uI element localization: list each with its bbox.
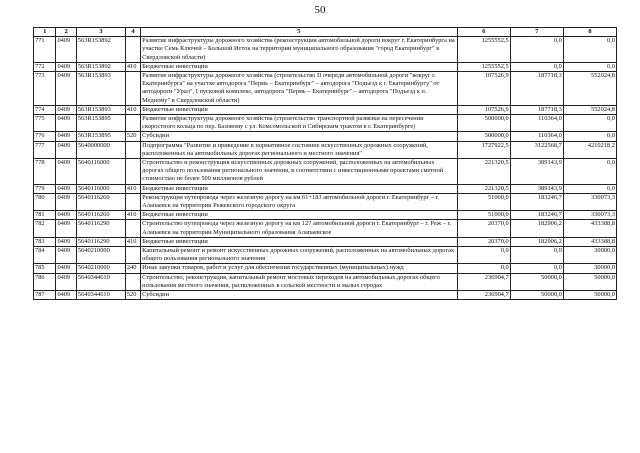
- section-code: 0409: [56, 62, 76, 71]
- amount-col-6: 0,0: [457, 247, 510, 264]
- row-description: Подпрограмма "Развитие и приведение в нормативное состояние искусственных дорожных сооружений, расположенных на автомобильных дорогах регионального и местного значения": [141, 141, 458, 158]
- row-number: 780: [34, 193, 56, 210]
- section-code: 0409: [56, 115, 76, 132]
- row-description: Бюджетные инвестиции: [141, 105, 458, 114]
- table-row: [34, 291, 617, 300]
- expense-type-code: 410: [125, 237, 140, 246]
- amount-col-7: 110364,0: [510, 115, 563, 132]
- amount-col-7: 183246,7: [510, 211, 563, 220]
- amount-col-8: 552024,8: [563, 72, 616, 106]
- row-description: Субсидии: [141, 132, 458, 141]
- expense-type-code: 520: [125, 291, 140, 300]
- section-code: 0409: [56, 220, 76, 237]
- amount-col-6: 107526,9: [457, 105, 510, 114]
- amount-col-8: 330073,3: [563, 193, 616, 210]
- amount-col-7: 3122568,7: [510, 141, 563, 158]
- row-number: 774: [34, 105, 56, 114]
- target-article-code: 5640000000: [76, 141, 125, 158]
- expense-type-code: [125, 72, 140, 106]
- target-article-code: 5640116290: [76, 237, 125, 246]
- expense-type-code: [125, 273, 140, 290]
- column-header: 1: [34, 28, 56, 37]
- amount-col-7: 0,0: [510, 247, 563, 264]
- amount-col-7: 50000,0: [510, 273, 563, 290]
- amount-col-7: 0,0: [510, 264, 563, 273]
- amount-col-6: 1255552,5: [457, 37, 510, 63]
- column-header: 3: [76, 28, 125, 37]
- section-code: 0409: [56, 105, 76, 114]
- expense-type-code: [125, 37, 140, 63]
- row-number: 776: [34, 132, 56, 141]
- section-code: 0409: [56, 141, 76, 158]
- amount-col-6: 500000,0: [457, 115, 510, 132]
- amount-col-6: 107526,9: [457, 72, 510, 106]
- target-article-code: 5640116260: [76, 193, 125, 210]
- table-header-row: [34, 28, 617, 37]
- table-row: [34, 211, 617, 220]
- target-article-code: 563R153895: [76, 115, 125, 132]
- amount-col-6: 20370,0: [457, 237, 510, 246]
- amount-col-6: 236904,7: [457, 273, 510, 290]
- table-row: [34, 273, 617, 290]
- amount-col-6: 0,0: [457, 264, 510, 273]
- amount-col-6: 221320,5: [457, 159, 510, 185]
- amount-col-6: 1255552,5: [457, 62, 510, 71]
- amount-col-8: 0,0: [563, 184, 616, 193]
- expense-type-code: 410: [125, 184, 140, 193]
- row-number: 787: [34, 291, 56, 300]
- section-code: 0409: [56, 159, 76, 185]
- row-description: Капитальный ремонт и ремонт искусственных дорожных сооружений, расположенных на автомобильных дорогах общего пользования регионального значения: [141, 247, 458, 264]
- target-article-code: 5640344610: [76, 291, 125, 300]
- expense-type-code: 410: [125, 62, 140, 71]
- column-header: 2: [56, 28, 76, 37]
- amount-col-7: 110364,0: [510, 132, 563, 141]
- amount-col-8: 0,0: [563, 159, 616, 185]
- column-header: 6: [457, 28, 510, 37]
- section-code: 0409: [56, 193, 76, 210]
- amount-col-6: 1727922,5: [457, 141, 510, 158]
- table-row: [34, 62, 617, 71]
- amount-col-6: 236904,7: [457, 291, 510, 300]
- target-article-code: 563R153893: [76, 105, 125, 114]
- row-number: 775: [34, 115, 56, 132]
- table-row: [34, 193, 617, 210]
- row-number: 772: [34, 62, 56, 71]
- target-article-code: 563R153892: [76, 37, 125, 63]
- section-code: 0409: [56, 291, 76, 300]
- table-row: [34, 141, 617, 158]
- budget-table: [33, 27, 617, 300]
- amount-col-6: 51000,0: [457, 193, 510, 210]
- row-description: Бюджетные инвестиции: [141, 211, 458, 220]
- row-number: 781: [34, 211, 56, 220]
- column-header: 8: [563, 28, 616, 37]
- amount-col-6: 221320,5: [457, 184, 510, 193]
- amount-col-8: 4210218,2: [563, 141, 616, 158]
- table-row: [34, 184, 617, 193]
- row-description: Субсидии: [141, 291, 458, 300]
- amount-col-8: 30000,0: [563, 264, 616, 273]
- table-row: [34, 159, 617, 185]
- section-code: 0409: [56, 237, 76, 246]
- target-article-code: 5640116000: [76, 159, 125, 185]
- expense-type-code: [125, 193, 140, 210]
- section-code: 0409: [56, 37, 76, 63]
- target-article-code: 563R153893: [76, 72, 125, 106]
- amount-col-7: 182906,2: [510, 237, 563, 246]
- row-number: 778: [34, 159, 56, 185]
- target-article-code: 5640116000: [76, 184, 125, 193]
- amount-col-7: 183246,7: [510, 193, 563, 210]
- row-number: 771: [34, 37, 56, 63]
- amount-col-8: 0,0: [563, 132, 616, 141]
- expense-type-code: [125, 220, 140, 237]
- column-header: 7: [510, 28, 563, 37]
- row-description: Строительство путепровода через железную дорогу на км 127 автомобильной дороги г. Екатеринбург – г. Реж – г. Алапаевск на территории Муниципального образования Алапаевское: [141, 220, 458, 237]
- amount-col-8: 50000,0: [563, 273, 616, 290]
- row-number: 777: [34, 141, 56, 158]
- target-article-code: 5640210000: [76, 264, 125, 273]
- row-description: Реконструкция путепровода через железную дорогу на км 61+183 автомобильной дороги г. Екатеринбург – г. Алапаевск на территории Режевского городского округа: [141, 193, 458, 210]
- expense-type-code: [125, 247, 140, 264]
- section-code: 0409: [56, 72, 76, 106]
- table-row: [34, 247, 617, 264]
- section-code: 0409: [56, 211, 76, 220]
- row-description: Развитие инфраструктуры дорожного хозяйства (реконструкция автомобильной дороги вокруг г. Екатеринбурга на участке Семь Ключей – Большой Исток на территории муниципального образования "город Екатеринбург" в Свердловской области): [141, 37, 458, 63]
- row-number: 773: [34, 72, 56, 106]
- section-code: 0409: [56, 247, 76, 264]
- amount-col-8: 330073,3: [563, 211, 616, 220]
- row-description: Иные закупки товаров, работ и услуг для обеспечения государственных (муниципальных) нужд: [141, 264, 458, 273]
- expense-type-code: 410: [125, 105, 140, 114]
- section-code: 0409: [56, 273, 76, 290]
- target-article-code: 563R153892: [76, 62, 125, 71]
- row-description: Строительство, реконструкция, капитальный ремонт мостовых переходов на автомобильных дорогах общего пользования местного значения, расположенных в сельской местности и малых городах: [141, 273, 458, 290]
- row-description: Бюджетные инвестиции: [141, 62, 458, 71]
- expense-type-code: [125, 159, 140, 185]
- expense-type-code: [125, 141, 140, 158]
- table-row: [34, 264, 617, 273]
- amount-col-7: 182906,2: [510, 220, 563, 237]
- row-number: 783: [34, 237, 56, 246]
- amount-col-6: 500000,0: [457, 132, 510, 141]
- section-code: 0409: [56, 264, 76, 273]
- section-code: 0409: [56, 184, 76, 193]
- row-description: Строительство и реконструкция искусственных дорожных сооружений, расположенных на автомобильных дорогах общего пользования регионального значения, в соответствии с инвестиционными проектами сметной стоимостью не более 500 миллионов рублей: [141, 159, 458, 185]
- table-row: [34, 220, 617, 237]
- row-number: 786: [34, 273, 56, 290]
- amount-col-8: 0,0: [563, 62, 616, 71]
- row-number: 779: [34, 184, 56, 193]
- target-article-code: 5640210000: [76, 247, 125, 264]
- amount-col-7: 389143,9: [510, 184, 563, 193]
- amount-col-8: 433388,8: [563, 220, 616, 237]
- column-header: 5: [141, 28, 458, 37]
- amount-col-6: 20370,0: [457, 220, 510, 237]
- amount-col-8: 0,0: [563, 115, 616, 132]
- row-number: 785: [34, 264, 56, 273]
- expense-type-code: 240: [125, 264, 140, 273]
- table-row: [34, 72, 617, 106]
- expense-type-code: 520: [125, 132, 140, 141]
- amount-col-7: 50000,0: [510, 291, 563, 300]
- amount-col-8: 0,0: [563, 37, 616, 63]
- target-article-code: 5640344610: [76, 273, 125, 290]
- amount-col-8: 433388,8: [563, 237, 616, 246]
- amount-col-8: 50000,0: [563, 291, 616, 300]
- row-description: Развитие инфраструктуры дорожного хозяйства (строительство II очереди автомобильной дороги "вокруг г. Екатеринбурга" на участке автодорога "Пермь – Екатеринбург" – автодорога "Подъезд к г. Екатеринбургу" от автодороги "Урал", I пусковой комплекс, автодорога "Пермь – Екатеринбург" – автодорога "Подъезд к п. Медному" в Свердловской области): [141, 72, 458, 106]
- amount-col-7: 389143,9: [510, 159, 563, 185]
- table-row: [34, 105, 617, 114]
- expense-type-code: [125, 115, 140, 132]
- table-row: [34, 132, 617, 141]
- target-article-code: 563R153895: [76, 132, 125, 141]
- amount-col-6: 51000,0: [457, 211, 510, 220]
- row-number: 782: [34, 220, 56, 237]
- target-article-code: 5640116260: [76, 211, 125, 220]
- amount-col-7: 187718,3: [510, 72, 563, 106]
- row-description: Развитие инфраструктуры дорожного хозяйства (строительство транспортной развязки на пересечении скоростного кольца по пер. Базовому с ул. Комсомольской и Сибирским трактом в г. Екатеринбурге): [141, 115, 458, 132]
- section-code: 0409: [56, 132, 76, 141]
- amount-col-8: 30000,0: [563, 247, 616, 264]
- table-row: [34, 37, 617, 63]
- row-description: Бюджетные инвестиции: [141, 184, 458, 193]
- target-article-code: 5640116290: [76, 220, 125, 237]
- amount-col-7: 0,0: [510, 37, 563, 63]
- expense-type-code: 410: [125, 211, 140, 220]
- amount-col-7: 0,0: [510, 62, 563, 71]
- page-number: 50: [314, 4, 326, 16]
- row-number: 784: [34, 247, 56, 264]
- amount-col-8: 552024,8: [563, 105, 616, 114]
- table-row: [34, 237, 617, 246]
- amount-col-7: 187718,3: [510, 105, 563, 114]
- table-row: [34, 115, 617, 132]
- row-description: Бюджетные инвестиции: [141, 237, 458, 246]
- column-header: 4: [125, 28, 140, 37]
